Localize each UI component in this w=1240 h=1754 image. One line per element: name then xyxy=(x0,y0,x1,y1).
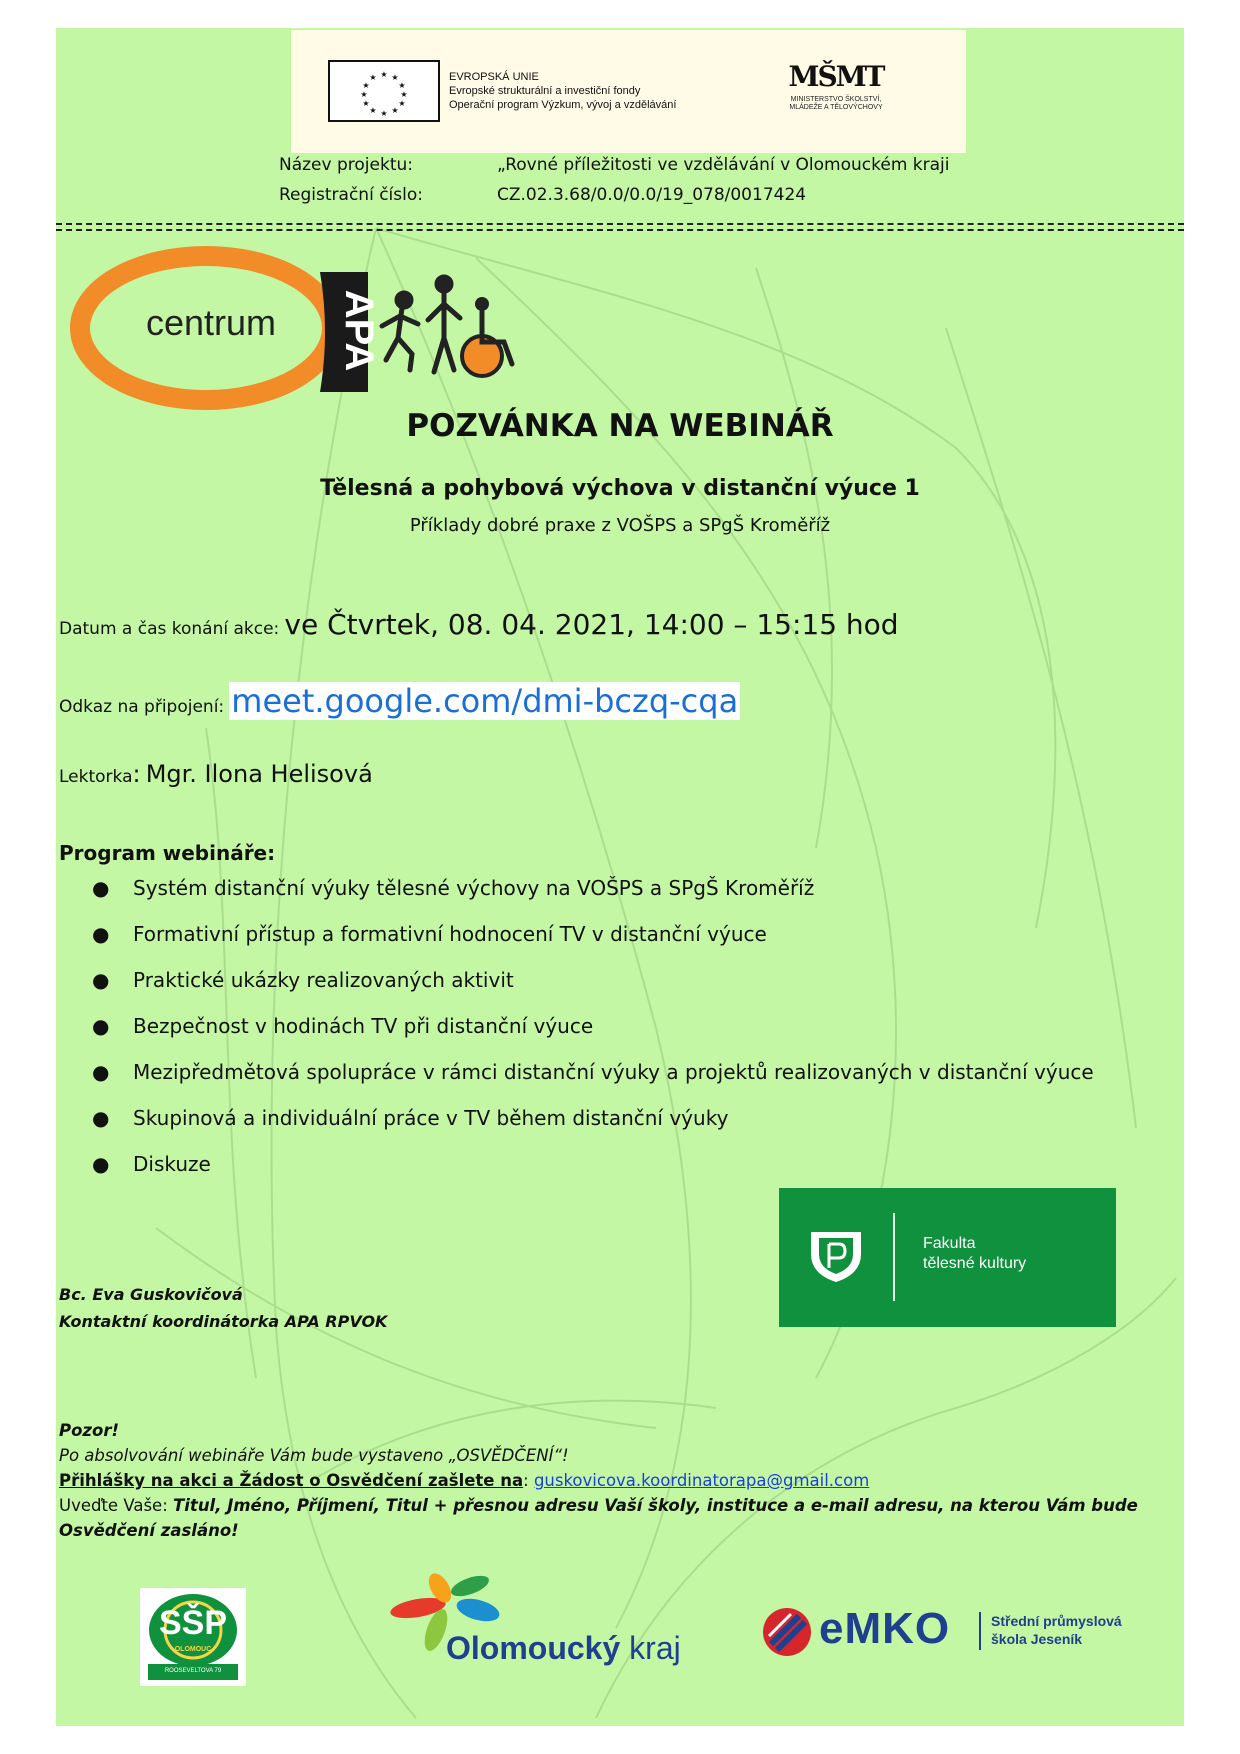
emko-divider xyxy=(979,1612,981,1650)
provide-prefix: Uveďte Vaše: xyxy=(59,1496,168,1515)
page-title: POZVÁNKA NA WEBINÁŘ xyxy=(406,408,834,444)
meeting-link[interactable]: meet.google.com/dmi-bczq-cqa xyxy=(231,682,739,720)
program-item-text: Diskuze xyxy=(133,1152,211,1176)
apply-label: Přihlášky na akci a Žádost o Osvědčení zašlete na xyxy=(59,1471,524,1490)
ftk-logo xyxy=(779,1188,1116,1327)
ssp-street: ROOSEVELTOVA 79 xyxy=(164,1668,222,1674)
program-item-text: Praktické ukázky realizovaných aktivit xyxy=(133,968,514,992)
list-item xyxy=(86,1060,1094,1106)
olk-wordmark xyxy=(446,1630,681,1667)
bullet: ● xyxy=(92,876,110,900)
emko-line-2: škola Jeseník xyxy=(991,1631,1083,1647)
apply-colon: : xyxy=(523,1471,529,1490)
eu-stars-icon xyxy=(330,62,438,120)
msmt-caption-2: MLÁDEŽE A TĚLOVÝCHOVY xyxy=(789,104,883,111)
project-name-label: Název projektu: xyxy=(279,155,413,175)
olk-word-2: kraj xyxy=(629,1630,681,1666)
emko-line-1: Střední průmyslová xyxy=(991,1613,1122,1629)
bullet: ● xyxy=(92,968,110,992)
eu-flag-logo xyxy=(328,60,440,122)
svg-text:★: ★ xyxy=(391,106,399,115)
date-value: ve Čtvrtek, 08. 04. 2021, 14:00 – 15:15 hod xyxy=(284,608,899,641)
program-item-text: Bezpečnost v hodinách TV při distanční výuce xyxy=(133,1014,594,1038)
apply-row xyxy=(59,1468,1179,1493)
program-item-text: Systém distanční výuky tělesné výchovy na VOŠPS a SPgŠ Kroměříž xyxy=(133,876,815,900)
msmt-logo xyxy=(766,58,906,128)
svg-text:★: ★ xyxy=(398,99,406,108)
contact-email-link[interactable]: guskovicova.koordinatorapa@gmail.com xyxy=(533,1471,870,1490)
svg-text:★: ★ xyxy=(362,81,370,90)
centrum-apa-logo xyxy=(68,242,518,418)
ssp-city: OLOMOUC xyxy=(174,1646,212,1653)
list-item xyxy=(86,1106,1094,1152)
provide-row xyxy=(59,1493,1179,1543)
eu-program-text xyxy=(449,70,676,112)
svg-text:★: ★ xyxy=(400,90,408,99)
list-item xyxy=(86,922,1094,968)
project-name-value: „Rovné příležitosti ve vzdělávání v Olomouckém kraji xyxy=(497,155,950,175)
centrum-apa-logo-graphic xyxy=(68,242,518,418)
bullet: ● xyxy=(92,922,110,946)
svg-text:★: ★ xyxy=(360,90,368,99)
program-item-text: Mezipředmětová spolupráce v rámci distanční výuky a projektů realizovaných v distanční výuce xyxy=(133,1060,1094,1084)
lecturer-label: Lektorka xyxy=(59,767,133,787)
lecturer-row xyxy=(59,760,373,788)
bullet: ● xyxy=(92,1060,110,1084)
olk-word-1: Olomoucký xyxy=(446,1630,621,1666)
webinar-subtitle: Tělesná a pohybová výchova v distanční výuce 1 xyxy=(320,476,920,501)
emko-logo xyxy=(761,1598,1161,1668)
registration-label: Registrační číslo: xyxy=(279,185,423,205)
lecturer-colon: : xyxy=(132,760,141,788)
list-item xyxy=(86,1014,1094,1060)
link-label: Odkaz na připojení: xyxy=(59,697,225,717)
program-title: Program webináře: xyxy=(59,841,276,865)
list-item xyxy=(86,876,1094,922)
ssp-olomouc-logo xyxy=(140,1588,246,1686)
svg-text:★: ★ xyxy=(380,70,388,79)
link-row xyxy=(59,682,740,720)
notes-block xyxy=(59,1418,1179,1543)
centrum-text: centrum xyxy=(146,302,277,343)
program-list xyxy=(86,876,1094,1198)
olomoucky-kraj-logo xyxy=(378,1570,688,1680)
svg-text:★: ★ xyxy=(362,99,370,108)
ssp-mark: SŠP xyxy=(158,1604,228,1642)
svg-text:★: ★ xyxy=(380,109,388,118)
signature-name: Bc. Eva Guskovičová xyxy=(59,1285,243,1304)
webinar-tagline: Příklady dobré praxe z VOŠPS a SPgŠ Kroměříž xyxy=(409,515,831,536)
apa-text: APA xyxy=(337,289,382,372)
ftk-line-2: tělesné kultury xyxy=(923,1255,1027,1272)
svg-text:★: ★ xyxy=(398,81,406,90)
header-divider xyxy=(56,223,1184,231)
lecturer-name: Mgr. Ilona Helisová xyxy=(145,760,373,788)
invitation-page xyxy=(56,28,1184,1726)
list-item xyxy=(86,968,1094,1014)
emko-circle-icon xyxy=(761,1606,813,1658)
emko-wordmark: eMKO xyxy=(819,1604,951,1653)
ftk-line-1: Fakulta xyxy=(923,1235,976,1252)
bullet: ● xyxy=(92,1106,110,1130)
svg-text:★: ★ xyxy=(369,73,377,82)
ftk-divider xyxy=(893,1213,895,1301)
shield-icon xyxy=(809,1228,863,1284)
registration-value: CZ.02.3.68/0.0/0.0/19_078/0017424 xyxy=(497,185,807,205)
svg-text:★: ★ xyxy=(391,73,399,82)
emko-school-text xyxy=(991,1612,1122,1648)
program-item-text: Formativní přístup a formativní hodnocení TV v distanční výuce xyxy=(133,922,767,946)
eu-title: EVROPSKÁ UNIE xyxy=(449,71,539,83)
program-item-text: Skupinová a individuální práce v TV během distanční výuky xyxy=(133,1106,729,1130)
date-row xyxy=(59,608,899,641)
eu-funds-line: Evropské strukturální a investiční fondy xyxy=(449,85,641,97)
eu-funding-header xyxy=(291,30,966,153)
msmt-mark: MŠMT xyxy=(788,60,884,93)
eu-program-line: Operační program Výzkum, vývoj a vzdělávání xyxy=(449,99,677,111)
svg-text:★: ★ xyxy=(369,106,377,115)
bullet: ● xyxy=(92,1014,110,1038)
msmt-caption-1: MINISTERSTVO ŠKOLSTVÍ, xyxy=(790,96,882,103)
bullet: ● xyxy=(92,1152,110,1176)
date-label: Datum a čas konání akce: xyxy=(59,619,280,639)
signature-role: Kontaktní koordinátorka APA RPVOK xyxy=(59,1312,388,1331)
provide-text: Titul, Jméno, Příjmení, Titul + přesnou adresu Vaší školy, instituce a e-mail adresu, na kterou Vám bude Osvědčení zasláno! xyxy=(59,1496,1138,1540)
ftk-text xyxy=(923,1234,1026,1274)
certificate-text: Po absolvování webináře Vám bude vystaveno „OSVĚDČENÍ“! xyxy=(59,1446,569,1465)
warning-text: Pozor! xyxy=(59,1421,120,1440)
